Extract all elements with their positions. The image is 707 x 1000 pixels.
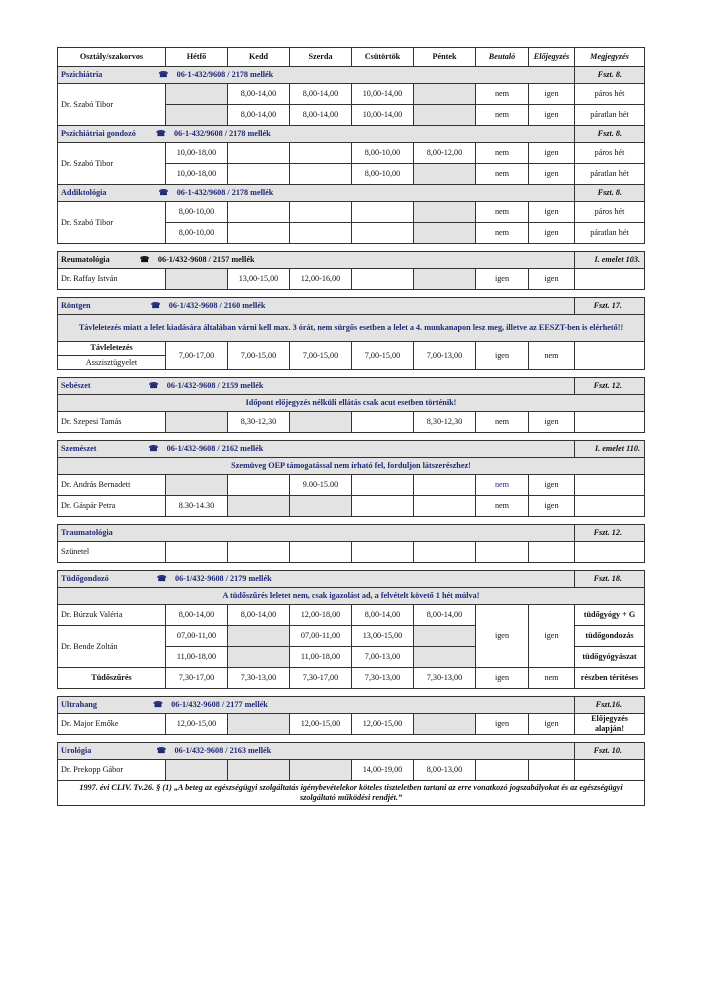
cell-note — [575, 342, 645, 370]
cell-referral: nem — [476, 412, 529, 433]
cell-wed: 12,00-16,00 — [290, 269, 352, 290]
cell-tue: 8,00-14,00 — [228, 105, 290, 126]
cell-mon — [166, 542, 228, 563]
section-room: Fszt. 10. — [575, 743, 645, 760]
cell-wed — [290, 496, 352, 517]
footer-row — [58, 781, 645, 806]
cell-tue: 8,30-12,30 — [228, 412, 290, 433]
cell-fri — [414, 714, 476, 735]
section-name: Traumatológia — [61, 528, 113, 537]
cell-tue — [228, 542, 290, 563]
cell-wed — [290, 412, 352, 433]
doctor-name: Dr. Bende Zoltán — [58, 626, 166, 668]
cell-note: páros hét — [575, 84, 645, 105]
cell-fri — [414, 475, 476, 496]
section-header-rontgen — [58, 298, 645, 315]
cell-referral: nem — [476, 496, 529, 517]
section-phone: 06-1-432/9608 / 2178 mellék — [174, 129, 271, 138]
doctor-name: Dr. Prekopp Gábor — [58, 760, 166, 781]
cell-fri — [414, 626, 476, 647]
cell-tue — [228, 714, 290, 735]
cell-thu — [352, 202, 414, 223]
header-tuesday: Kedd — [228, 48, 290, 67]
schedule-document — [57, 47, 644, 806]
cell-booking: igen — [529, 269, 575, 290]
cell-note: páratlan hét — [575, 164, 645, 185]
cell-mon: 7,30-17,00 — [166, 668, 228, 689]
cell-note: páratlan hét — [575, 223, 645, 244]
cell-fri — [414, 84, 476, 105]
cell-booking: igen — [529, 84, 575, 105]
row-label: Távleletezés — [58, 343, 165, 356]
cell-referral: nem — [476, 84, 529, 105]
cell-tue — [228, 164, 290, 185]
cell-thu — [352, 269, 414, 290]
section-header-psz-gondozo — [58, 126, 645, 143]
cell-thu — [352, 475, 414, 496]
cell-wed: 12,00-18,00 — [290, 605, 352, 626]
cell-booking: igen — [529, 105, 575, 126]
cell-tue: 7,30-13,00 — [228, 668, 290, 689]
cell-referral — [476, 542, 529, 563]
section-room: Fszt. 12. — [575, 525, 645, 542]
cell-fri: 7,30-13,00 — [414, 668, 476, 689]
section-phone: 06-1-432/9608 / 2178 mellék — [176, 188, 274, 197]
section-header-ultrahang — [58, 697, 645, 714]
doctor-name: Dr. Szabó Tibor — [58, 202, 166, 244]
cell-booking — [529, 760, 575, 781]
notice-row — [58, 458, 645, 475]
cell-note: tüdőgyógy + G — [575, 605, 645, 626]
cell-fri: 8,00-13,00 — [414, 760, 476, 781]
cell-mon: 8,00-14,00 — [166, 605, 228, 626]
cell-referral: igen — [476, 269, 529, 290]
cell-tue — [228, 760, 290, 781]
doctor-name: Dr. Szabó Tibor — [58, 143, 166, 185]
notice-text: Távleletezés miatt a lelet kiadására általában várni kell max. 3 órát, nem sürgős esetben a lelet a 4. munkanapon lesz meg, illetve az EESZT-ben is elérhető!! — [58, 315, 645, 342]
section-name: Sebészet — [61, 381, 91, 390]
cell-mon: 7,00-17,00 — [166, 342, 228, 370]
table-row — [58, 668, 645, 689]
cell-wed — [290, 542, 352, 563]
phone-icon: ☎ — [139, 255, 150, 264]
cell-fri: 7,00-13,00 — [414, 342, 476, 370]
cell-booking: igen — [529, 164, 575, 185]
cell-tue: 8,00-14,00 — [228, 605, 290, 626]
section-phone: 06-1/432-9608 / 2159 mellék — [166, 381, 264, 390]
header-department: Osztály/szakorvos — [58, 48, 166, 67]
table-row — [58, 760, 645, 781]
cell-mon: 8.30-14.30 — [166, 496, 228, 517]
cell-thu — [352, 223, 414, 244]
phone-icon: ☎ — [158, 70, 169, 79]
cell-note — [575, 412, 645, 433]
cell-referral: nem — [476, 105, 529, 126]
cell-mon — [166, 84, 228, 105]
cell-note — [575, 475, 645, 496]
section-header-szemeszet — [58, 441, 645, 458]
section-header-addiktologia — [58, 185, 645, 202]
table-row — [58, 496, 645, 517]
cell-referral: nem — [476, 223, 529, 244]
phone-icon: ☎ — [158, 188, 169, 197]
doctor-name: Dr. Szabó Tibor — [58, 84, 166, 126]
table-row — [58, 202, 645, 223]
cell-tue — [228, 143, 290, 164]
cell-fri — [414, 647, 476, 668]
cell-note: Előjegyzés alapján! — [575, 714, 645, 735]
row-sublabel: Asszisztügyelet — [85, 358, 138, 367]
doctor-name — [58, 342, 166, 370]
cell-note: tüdőgyógyászat — [575, 647, 645, 668]
section-name: Urológia — [61, 746, 92, 755]
table-row — [58, 542, 645, 563]
notice-text: Időpont előjegyzés nélküli ellátás csak acut esetben történik! — [58, 395, 645, 412]
section-header-tudogondozo — [58, 571, 645, 588]
section-room: Fszt. 17. — [575, 298, 645, 315]
cell-referral: igen — [476, 668, 529, 689]
section-room: I. emelet 103. — [575, 252, 645, 269]
section-name: Pszichiátria — [61, 70, 103, 79]
notice-row — [58, 588, 645, 605]
cell-mon — [166, 105, 228, 126]
cell-referral: igen — [476, 714, 529, 735]
section-phone: 06-1-432/9608 / 2178 mellék — [176, 70, 274, 79]
cell-mon: 11,00-18,00 — [166, 647, 228, 668]
cell-referral: igen — [476, 605, 529, 668]
phone-icon: ☎ — [152, 700, 164, 709]
legal-footer: 1997. évi CLIV. Tv.26. § (1) „A beteg az egészségügyi szolgáltatás igénybevételekor köteles tiszteletben tartani az erre vonatkozó jogszabályokat és az egészségügyi szolgáltató működési rendjét.” — [58, 781, 645, 806]
table-row — [58, 84, 645, 105]
cell-note — [575, 269, 645, 290]
section-phone: 06-1/432-9608 / 2163 mellék — [174, 746, 272, 755]
cell-wed — [290, 143, 352, 164]
table-row — [58, 412, 645, 433]
phone-icon: ☎ — [148, 444, 159, 453]
section-room: I. emelet 110. — [575, 441, 645, 458]
cell-booking: igen — [529, 475, 575, 496]
cell-note: tüdőgondozás — [575, 626, 645, 647]
cell-thu: 12,00-15,00 — [352, 714, 414, 735]
cell-note: páros hét — [575, 143, 645, 164]
cell-note: páratlan hét — [575, 105, 645, 126]
section-name: Röntgen — [61, 301, 91, 310]
cell-fri: 8,30-12,30 — [414, 412, 476, 433]
cell-thu: 7,30-13,00 — [352, 668, 414, 689]
cell-tue — [228, 496, 290, 517]
doctor-name: Dr. Szepesi Tamás — [58, 412, 166, 433]
cell-booking — [529, 542, 575, 563]
section-name: Ultrahang — [61, 700, 97, 709]
cell-thu: 14,00-19,00 — [352, 760, 414, 781]
cell-thu: 8,00-14,00 — [352, 605, 414, 626]
cell-note: részben térítéses — [575, 668, 645, 689]
cell-mon: 12,00-15,00 — [166, 714, 228, 735]
section-header-urologia — [58, 743, 645, 760]
header-friday: Péntek — [414, 48, 476, 67]
header-note: Megjegyzés — [575, 48, 645, 67]
cell-thu: 13,00-15,00 — [352, 626, 414, 647]
notice-text: Szemüveg OEP támogatással nem írható fel, forduljon látszerészhez! — [58, 458, 645, 475]
schedule-table — [57, 47, 645, 806]
section-room: Fszt.16. — [575, 697, 645, 714]
cell-mon — [166, 760, 228, 781]
table-row — [58, 143, 645, 164]
section-name: Addiktológia — [61, 188, 107, 197]
cell-tue — [228, 223, 290, 244]
cell-fri — [414, 542, 476, 563]
cell-mon — [166, 475, 228, 496]
section-header-pszichiatria — [58, 67, 645, 84]
section-room: Fszt. 8. — [575, 126, 645, 143]
section-header-traumatologia — [58, 525, 645, 542]
table-row — [58, 714, 645, 735]
cell-booking: igen — [529, 223, 575, 244]
cell-wed — [290, 223, 352, 244]
header-thursday: Csütörtök — [352, 48, 414, 67]
section-room: Fszt. 12. — [575, 378, 645, 395]
cell-mon: 07,00-11,00 — [166, 626, 228, 647]
header-referral: Beutaló — [476, 48, 529, 67]
cell-tue: 13,00-15,00 — [228, 269, 290, 290]
section-room: Fszt. 18. — [575, 571, 645, 588]
section-phone: 06-1/432-9608 / 2157 mellék — [157, 255, 255, 264]
header-booking: Előjegyzés — [529, 48, 575, 67]
cell-thu — [352, 542, 414, 563]
cell-booking: igen — [529, 202, 575, 223]
cell-mon — [166, 269, 228, 290]
table-row — [58, 475, 645, 496]
cell-tue: 8,00-14,00 — [228, 84, 290, 105]
cell-fri — [414, 105, 476, 126]
cell-note: páros hét — [575, 202, 645, 223]
section-name: Szemészet — [61, 444, 97, 453]
cell-thu: 7,00-13,00 — [352, 647, 414, 668]
notice-text: A tüdőszűrés leletet nem, csak igazolást ad, a felvételt követő 1 hét múlva! — [58, 588, 645, 605]
cell-mon: 8,00-10,00 — [166, 223, 228, 244]
cell-fri: 8,00-14,00 — [414, 605, 476, 626]
cell-fri — [414, 496, 476, 517]
cell-note — [575, 542, 645, 563]
header-monday: Hétfő — [166, 48, 228, 67]
phone-icon: ☎ — [148, 381, 159, 390]
doctor-name: Dr. András Bernadett — [58, 475, 166, 496]
section-header-sebeszet — [58, 378, 645, 395]
cell-mon: 10,00-18,00 — [166, 164, 228, 185]
cell-fri — [414, 223, 476, 244]
cell-wed: 8,00-14,00 — [290, 105, 352, 126]
section-phone: 06-1/432-9608 / 2177 mellék — [171, 700, 268, 709]
cell-tue — [228, 626, 290, 647]
cell-referral: nem — [476, 143, 529, 164]
section-header-reumatologia — [58, 252, 645, 269]
cell-wed: 11,00-18,00 — [290, 647, 352, 668]
section-room: Fszt. 8. — [575, 67, 645, 84]
cell-tue — [228, 202, 290, 223]
table-row — [58, 342, 645, 370]
cell-wed: 07,00-11,00 — [290, 626, 352, 647]
cell-booking: nem — [529, 342, 575, 370]
notice-row — [58, 315, 645, 342]
cell-referral: nem — [476, 202, 529, 223]
cell-thu — [352, 412, 414, 433]
cell-mon: 10,00-18,00 — [166, 143, 228, 164]
table-row — [58, 269, 645, 290]
section-name: Pszichiátriai gondozó — [61, 129, 136, 138]
cell-wed: 9.00-15.00 — [290, 475, 352, 496]
cell-booking: igen — [529, 714, 575, 735]
doctor-name: Dr. Búrzuk Valéria — [58, 605, 166, 626]
section-name: Reumatológia — [61, 255, 110, 264]
cell-tue — [228, 647, 290, 668]
cell-mon — [166, 412, 228, 433]
cell-fri — [414, 164, 476, 185]
cell-wed: 8,00-14,00 — [290, 84, 352, 105]
row-label: Tüdőszűrés — [58, 668, 166, 689]
header-row — [58, 48, 645, 67]
phone-icon: ☎ — [155, 129, 167, 138]
cell-referral: nem — [476, 475, 529, 496]
cell-wed — [290, 202, 352, 223]
cell-thu: 10,00-14,00 — [352, 105, 414, 126]
cell-thu: 10,00-14,00 — [352, 84, 414, 105]
cell-thu — [352, 496, 414, 517]
cell-referral: nem — [476, 164, 529, 185]
table-row — [58, 605, 645, 626]
section-room: Fszt. 8. — [575, 185, 645, 202]
phone-icon: ☎ — [150, 301, 161, 310]
cell-thu: 7,00-15,00 — [352, 342, 414, 370]
cell-mon: 8,00-10,00 — [166, 202, 228, 223]
section-phone: 06-1/432-9608 / 2162 mellék — [166, 444, 264, 453]
notice-row — [58, 395, 645, 412]
phone-icon: ☎ — [156, 746, 167, 755]
cell-tue — [228, 475, 290, 496]
cell-wed — [290, 164, 352, 185]
cell-tue: 7,00-15,00 — [228, 342, 290, 370]
cell-wed: 7,00-15,00 — [290, 342, 352, 370]
cell-booking: igen — [529, 605, 575, 668]
cell-note — [575, 760, 645, 781]
cell-thu: 8,00-10,00 — [352, 164, 414, 185]
cell-wed — [290, 760, 352, 781]
section-name: Tüdőgondozó — [61, 574, 109, 583]
cell-referral: igen — [476, 342, 529, 370]
doctor-name: Dr. Raffay István — [58, 269, 166, 290]
doctor-name: Dr. Gáspár Petra — [58, 496, 166, 517]
cell-booking: igen — [529, 496, 575, 517]
cell-note — [575, 496, 645, 517]
cell-booking: igen — [529, 412, 575, 433]
cell-fri — [414, 269, 476, 290]
cell-thu: 8,00-10,00 — [352, 143, 414, 164]
cell-referral — [476, 760, 529, 781]
cell-wed: 7,30-17,00 — [290, 668, 352, 689]
section-phone: 06-1/432-9608 / 2160 mellék — [168, 301, 266, 310]
cell-wed: 12,00-15,00 — [290, 714, 352, 735]
doctor-name: Dr. Major Emőke — [58, 714, 166, 735]
section-phone: 06-1/432-9608 / 2179 mellék — [174, 574, 272, 583]
cell-fri: 8,00-12,00 — [414, 143, 476, 164]
cell-booking: igen — [529, 143, 575, 164]
header-wednesday: Szerda — [290, 48, 352, 67]
doctor-name: Szünetel — [58, 542, 166, 563]
cell-fri — [414, 202, 476, 223]
cell-booking: nem — [529, 668, 575, 689]
phone-icon: ☎ — [156, 574, 167, 583]
